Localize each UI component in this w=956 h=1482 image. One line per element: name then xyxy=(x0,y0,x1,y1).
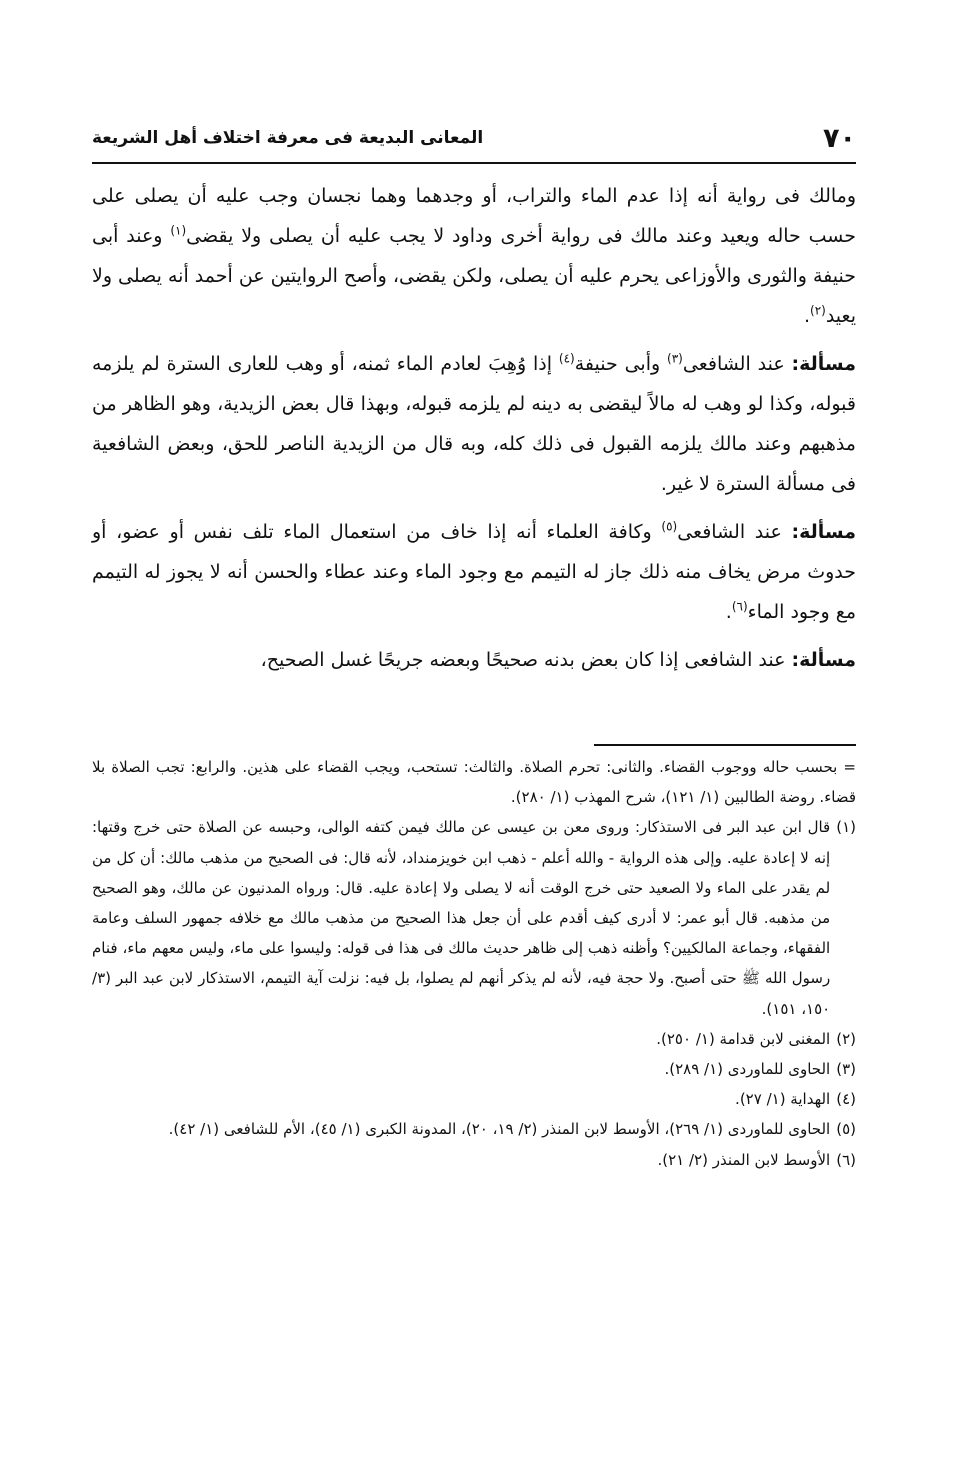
paragraph-text: . xyxy=(803,305,810,327)
footnote-marker: (٦) xyxy=(731,599,748,614)
footnote-marker: (١) xyxy=(170,223,187,238)
footnote-text: المغنى لابن قدامة (١/ ٢٥٠). xyxy=(656,1029,831,1048)
issue-label: مسألة: xyxy=(791,521,856,543)
footnote-text: قال ابن عبد البر فى الاستذكار: وروى معن بن عيسى عن مالك فيمن كتفه الوالى، وحبسه عن الصلاة حتى خرج وقتها: إنه لا إعادة عليه. وإلى هذه الرواية - والله أعلم - ذهب ابن خويزمنداد، لأنه قال: فى الصحيح من مذهب مالك: أن كل من لم يقدر على الماء ولا الصعيد حتى خرج الوقت أنه لا يصلى ولا إعادة عليه. قال: ورواه المدنيون عن مالك، وهو الصحيح من مذهبه. قال أبو عمر: لا أدرى كيف أقدم على أن جعل هذا الصحيح من مذهب مالك مع خلافه جمهور السلف وعامة الفقهاء، وجماعة المالكيين؟ وأظنه ذهب إلى ظاهر حديث مالك فى هذا فى قوله: وليسوا على ماء، وليس معهم ماء، فنام رسول الله ﷺ حتى أصبح. ولا حجة فيه، لأنه لم يذكر أنهم لم يصلوا، بل فيه: نزلت آية التيمم، الاستذكار لابن عبد البر (٣/ ١٥٠، ١٥١). xyxy=(92,818,831,1018)
paragraph-text: إذا وُهِبَ لعادم الماء ثمنه، أو وهب للعارى السترة لم يلزمه قبوله، وكذا لو وهب له مالاً ليقضى به دينه لم يلزمه قبوله، وبهذا قال بعض الزيدية، وهو الظاهر من مذهبهم وعند مالك يلزمه القبول فى ذلك كله، وبه قال من الزيدية الناصر للحق، وبعض الشافعية فى مسألة السترة لا غير. xyxy=(92,353,856,495)
footnote-number: (١) xyxy=(836,818,856,837)
footnote-number: (٥) xyxy=(836,1120,856,1139)
footnote-3 xyxy=(92,1054,856,1084)
running-title: المعانى البديعة فى معرفة اختلاف أهل الشريعة xyxy=(92,128,484,148)
paragraph-4 xyxy=(92,640,856,680)
paragraph-text: عند الشافعى إذا كان بعض بدنه صحيحًا وبعضه جريحًا غسل الصحيح، xyxy=(260,649,792,671)
footnote-number: (٦) xyxy=(836,1150,856,1169)
paragraph-text: ومالك فى رواية أنه إذا عدم الماء والتراب، أو وجدهما وهما نجسان وجب عليه أن يصلى على حسب حاله ويعيد وعند مالك فى رواية أخرى وداود لا يجب عليه أن يصلى ولا يقضى xyxy=(92,185,856,247)
issue-label: مسألة: xyxy=(791,649,856,671)
header-rule xyxy=(92,162,856,164)
footnote-number: (٣) xyxy=(836,1060,856,1079)
footnote-text: الهداية (١/ ٢٧). xyxy=(735,1090,831,1109)
footnote-marker: (٥) xyxy=(661,519,678,534)
running-header xyxy=(92,118,856,158)
paragraph-3 xyxy=(92,512,856,632)
paragraph-1 xyxy=(92,176,856,336)
footnote-marker: (٤) xyxy=(558,351,575,366)
footnote-2 xyxy=(92,1024,856,1054)
paragraph-text: وكافة العلماء أنه إذا خاف من استعمال الماء تلف نفس أو عضو، أو حدوث مرض يخاف منه ذلك جاز له التيمم مع وجود الماء وعند عطاء والحسن أنه لا يجوز له التيمم مع وجود الماء xyxy=(92,521,856,623)
footnote-4 xyxy=(92,1084,856,1114)
footnote-6 xyxy=(92,1145,856,1175)
footnote-marker: (٢) xyxy=(810,303,826,318)
footnote-text: الحاوى للماوردى (١/ ٢٨٩). xyxy=(664,1060,831,1079)
paragraph-text: وأبى حنيفة xyxy=(574,353,668,375)
footnote-number: (٤) xyxy=(836,1090,856,1109)
footnote-marker: (٣) xyxy=(667,351,683,366)
footnotes xyxy=(92,752,856,1175)
paragraph-text: وعند أبى حنيفة والثورى والأوزاعى يحرم عليه أن يصلى، ولكن يقضى، وأصح الروايتين عن أحمد أنه يصلى ولا يعيد xyxy=(92,225,856,327)
footnote-1 xyxy=(92,812,856,1023)
footnote-number: (٢) xyxy=(836,1029,856,1048)
issue-label: مسألة: xyxy=(791,353,857,375)
footnote-text: الأوسط لابن المنذر (٢/ ٢١). xyxy=(657,1150,831,1169)
footnote-text: الحاوى للماوردى (١/ ٢٦٩)، الأوسط لابن المنذر (٢/ ١٩، ٢٠)، المدونة الكبرى (١/ ٤٥)، الأم للشافعى (١/ ٤٢). xyxy=(168,1120,831,1139)
paragraph-text: عند الشافعى xyxy=(682,353,792,375)
paragraph-text: عند الشافعى xyxy=(677,521,792,543)
footnote-continuation xyxy=(92,752,856,812)
footnote-text: = بحسب حاله ووجوب القضاء. والثانى: تحرم الصلاة. والثالث: تستحب، ويجب القضاء على هذين. والرابع: تجب الصلاة بلا قضاء. روضة الطالبين (١/ ١٢١)، شرح المهذب (١/ ٢٨٠). xyxy=(92,758,856,807)
paragraph-text: . xyxy=(725,601,732,623)
footnote-5 xyxy=(92,1114,856,1144)
page-number: ٧٠ xyxy=(823,122,856,154)
paragraph-2 xyxy=(92,344,856,504)
main-text xyxy=(92,176,856,688)
footnote-rule xyxy=(594,744,856,746)
